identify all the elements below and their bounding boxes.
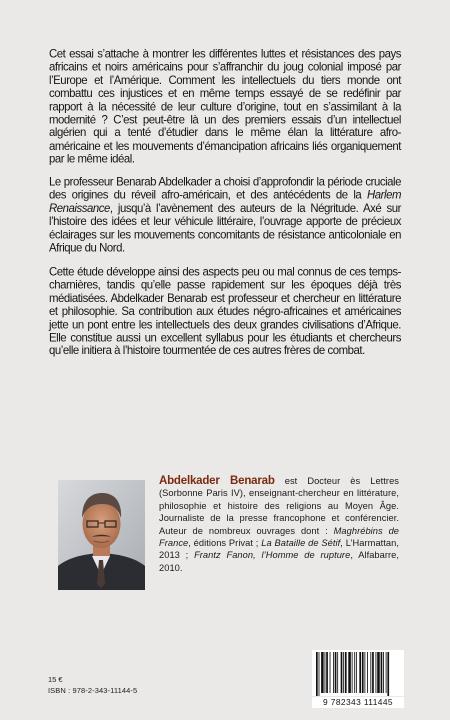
author-portrait-image	[58, 480, 145, 590]
barcode-bar	[367, 652, 368, 693]
barcode-bar	[381, 652, 383, 693]
barcode-bar	[354, 652, 355, 693]
price-label: 15 €	[48, 675, 63, 684]
barcode-bar	[333, 652, 334, 693]
author-name: Abdelkader Benarab	[159, 475, 275, 487]
barcode-bar	[325, 652, 326, 693]
barcode-bar	[345, 652, 347, 693]
isbn-label: ISBN : 978-2-343-11144-5	[48, 686, 138, 695]
barcode-icon	[312, 650, 404, 696]
barcode-bar	[352, 652, 353, 693]
harlem-renaissance-title: Harlem Renaissance	[49, 188, 401, 215]
barcode-bar	[341, 652, 343, 693]
barcode-bar	[326, 652, 328, 693]
barcode-bar	[337, 652, 338, 693]
barcode-bar	[372, 652, 374, 693]
blurb-paragraph-3: Cette étude développe ainsi des aspects peu ou mal connus de ces temps-charnières, tandis qu’elle passe rapidement sur les époques déjà très médiatisées. Abdelkader Benarab est professeur et chercheur en littérature et philosophie. Sa contribution aux études négro-africaines et américaines jette un pont entre les intellectuels des deux grandes civilisations d’Afrique. Elle constitue aussi un excellent syllabus pour les étudiants et chercheurs qu’elle initiera à l’histoire tourmentée de ces autres frères de combat.	[49, 266, 401, 358]
barcode-bar	[343, 652, 344, 693]
bio-text-3: , L’Harmattan, 2013 ;	[159, 538, 400, 561]
bio-text-2: , éditions Privat ;	[188, 538, 262, 549]
barcode-bar	[330, 652, 331, 693]
blurb-paragraph-2	[49, 176, 401, 255]
barcode-bars	[312, 650, 404, 696]
blurb-paragraph-1: Cet essai s’attache à montrer les différentes luttes et résistances des pays africains et noirs américains pour s’affranchir du joug colonial imposé par l’Europe et l’Amérique. Comment les intellectuels du tiers monde ont combattu ces injustices et en même temps essayé de se redéfinir par rapport à la nécessité de leur culture d’origine, tout en s’assimilant à la modernité ? C’est peut-être là un des premiers essais d’un intellectuel algérien qui a tenté d’étudier dans le même élan la littérature afro-américaine et les mouvements d’émancipation africains liés organiquement par le même idéal.	[49, 48, 401, 166]
barcode-bar	[359, 652, 361, 693]
barcode-bar	[348, 652, 351, 693]
barcode-bar	[387, 652, 389, 696]
barcode-bar	[319, 652, 320, 696]
barcode-bar	[376, 652, 377, 693]
bio-text-1: est Docteur ès Lettres (Sorbonne Paris IV), enseignant-chercheur en littérature, philosophie et histoire des religions au Moyen Âge. Journaliste de la presse francophone et conférencier. Auteur de nombreux ouvrages dont :	[159, 476, 399, 536]
blurb-paragraph-2-start: Le professeur Benarab Abdelkader a choisi d’approfondir la période cruciale des origines du réveil afro-américain, et des antécédents de la	[49, 175, 401, 202]
barcode-bar	[383, 652, 384, 693]
barcode-bar	[362, 652, 364, 693]
bio-text-4: , Alfabarre, 2010.	[159, 550, 400, 573]
barcode-bar	[356, 652, 357, 693]
book-title-frantz-fanon: Frantz Fanon, l’Homme de rupture	[194, 550, 351, 561]
barcode-bar	[316, 652, 318, 696]
book-title-maghrebins-de-france: Maghrébins de France	[159, 525, 400, 549]
author-photo	[58, 480, 145, 590]
author-biography	[159, 475, 399, 574]
book-title-la-bataille-de-setif: La Bataille de Sétif	[261, 538, 341, 549]
back-cover-blurb	[49, 48, 401, 365]
barcode-bar	[370, 652, 371, 693]
barcode-bar	[321, 652, 324, 693]
barcode-bar	[386, 652, 387, 693]
barcode-bar	[364, 652, 365, 693]
blurb-paragraph-2-end: , jusqu’à l’avènement des auteurs de la Négritude. Axé sur l’histoire des idées et leur véhicule littéraire, l’ouvrage apporte de précieux éclairages sur les mouvements concomitants de résistance anticoloniale en Afrique du Nord.	[49, 201, 401, 255]
barcode-number: 9 782343 111445	[312, 697, 404, 708]
barcode-bar	[377, 652, 380, 693]
barcode-bar	[335, 652, 337, 693]
